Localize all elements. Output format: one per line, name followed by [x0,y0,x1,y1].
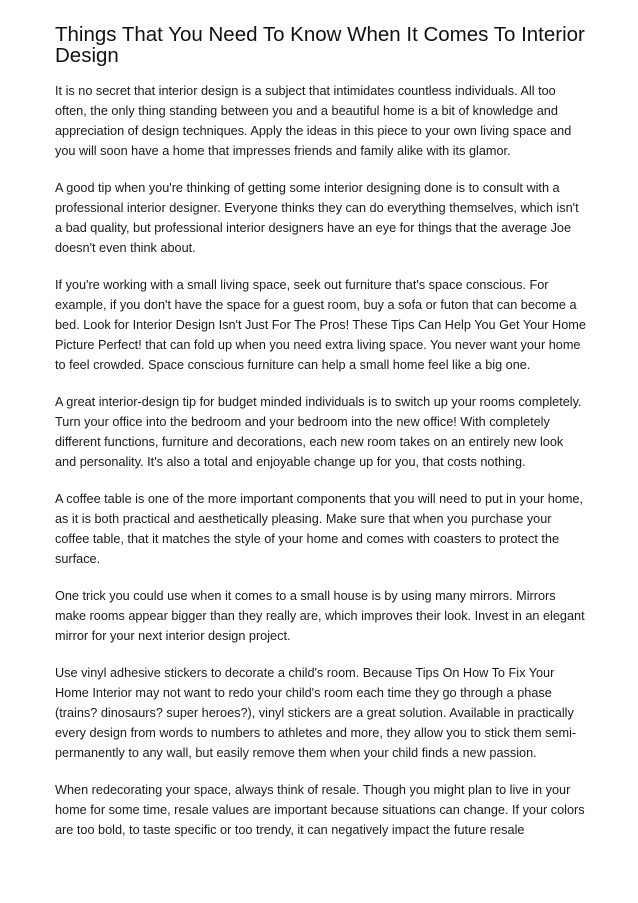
paragraph-small-space-furniture: If you're working with a small living space, seek out furniture that's space conscious. For example, if you don't have the space for a guest room, buy a sofa or futon that can become a bed. Look for Interior Design Isn't Just For The Pros! These Tips Can Help You Get Your Home Picture Perfect! that can fold up when you need extra living space. You never want your home to feel crowded. Space conscious furniture can help a small home feel like a big one. [55,278,586,372]
document-title: Things That You Need To Know When It Comes To Interior Design [55,23,585,67]
paragraph-resale: When redecorating your space, always think of resale. Though you might plan to live in your home for some time, resale values are important because situations can change. If your colors are too bold, to taste specific or too trendy, it can negatively impact the future resale [55,783,585,837]
paragraph-intro: It is no secret that interior design is a subject that intimidates countless individuals. All too often, the only thing standing between you and a beautiful home is a bit of knowledge and appreciation of design techniques. Apply the ideas in this piece to your own living space and you will soon have a home that impresses friends and family alike with its glamor. [55,84,572,158]
paragraph-vinyl-stickers: Use vinyl adhesive stickers to decorate a child's room. Because Tips On How To Fix Your Home Interior may not want to redo your child's room each time they go through a phase (trains? dinosaurs? super heroes?), vinyl stickers are a great solution. Available in practically every design from words to numbers to athletes and more, they allow you to stick them semi-permanently to any wall, but easily remove them when your child finds a new passion. [55,666,577,760]
paragraph-coffee-table: A coffee table is one of the more important components that you will need to put in your home, as it is both practical and aesthetically pleasing. Make sure that when you purchase your coffee table, that it matches the style of your home and comes with coasters to protect the surface. [55,492,584,566]
paragraph-switch-rooms: A great interior-design tip for budget minded individuals is to switch up your rooms completely. Turn your office into the bedroom and your bedroom into the new office! With completely different functions, furniture and decorations, each new room takes on an entirely new look and personality. It's also a total and enjoyable change up for you, that costs nothing. [55,395,582,469]
paragraph-mirrors: One trick you could use when it comes to a small house is by using many mirrors. Mirrors make rooms appear bigger than they really are, which improves their look. Invest in an elegant mirror for your next interior design project. [55,589,585,643]
paragraph-professional-designer: A good tip when you're thinking of getting some interior designing done is to consult with a professional interior designer. Everyone thinks they can do everything themselves, which isn't a bad quality, but professional interior designers have an eye for things that the average Joe doesn't even think about. [55,181,579,255]
document-page [55,24,587,840]
